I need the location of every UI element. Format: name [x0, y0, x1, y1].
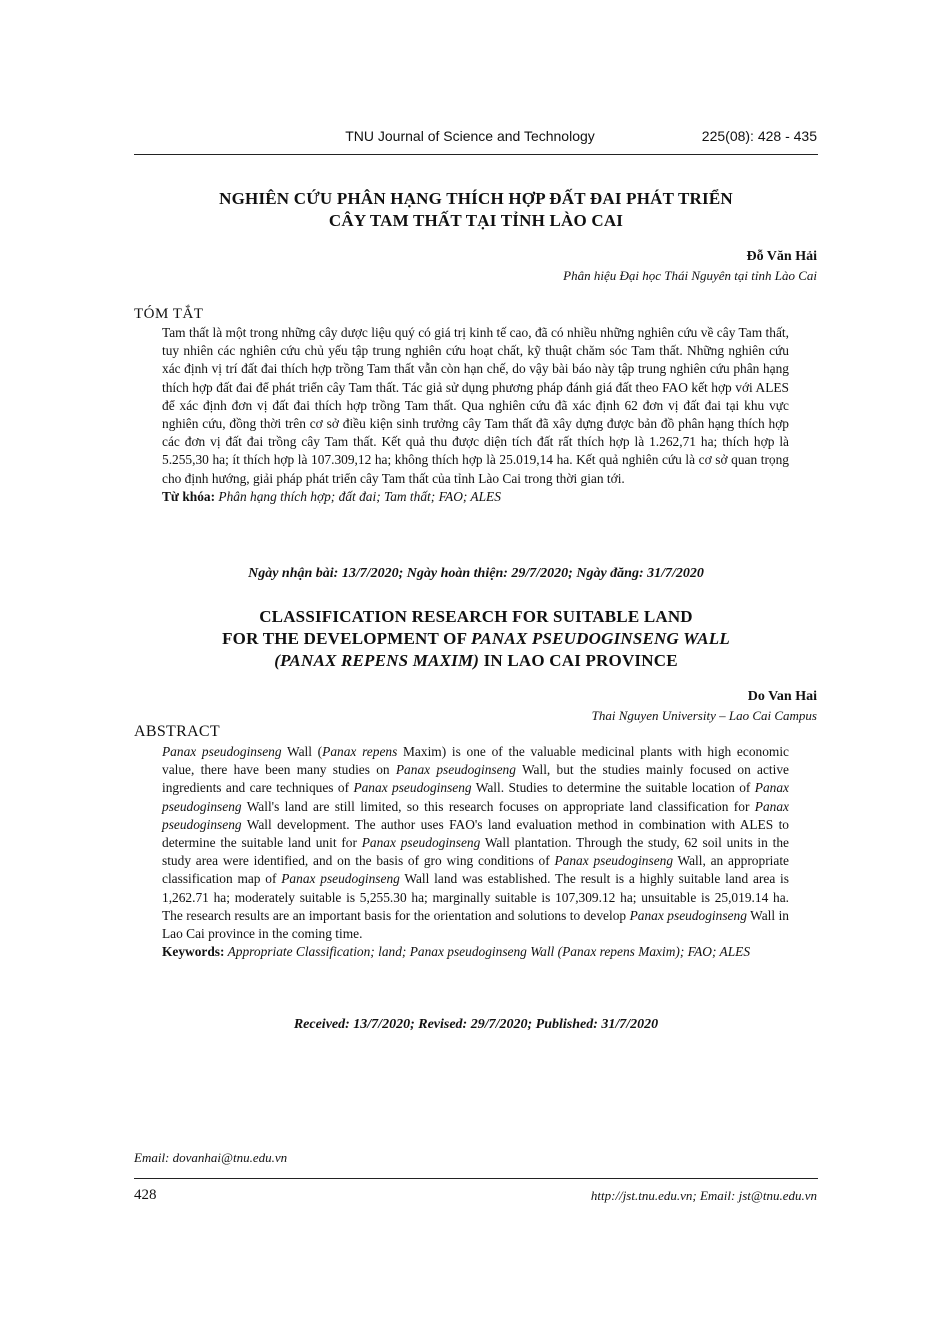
en-keywords-label: Keywords:	[162, 944, 225, 960]
page-number: 428	[134, 1187, 157, 1203]
en-keywords-text: Appropriate Classification; land; Panax pseudoginseng Wall (Panax repens Maxim); FAO; ALES	[224, 944, 751, 960]
header-rule	[134, 154, 818, 155]
en-abstract-text: Panax pseudoginseng Wall (Panax repens Maxim) is one of the valuable medicinal plants with high economic value, there have been many studies on Panax pseudoginseng Wall, but the studies mainly focused on active ingredients and care techniques of Panax pseudoginseng Wall. Studies to determine the suitable location of Panax pseudoginseng Wall's land are still limited, so this research focuses on appropriate land classification for Panax pseudoginseng Wall development. The author uses FAO's land evaluation method in combination with ALES to determine the suitable land unit for Panax pseudoginseng Wall plantation. Through the study, 62 soil units in the study area were identified, and on the basis of gro wing conditions of Panax pseudoginseng Wall, an appropriate classification map of Panax pseudoginseng Wall land was established. The result is a highly suitable land area is 1,262.71 ha; moderately suitable is 5,255.30 ha; marginally suitable is 107,309.12 ha; unsuitable is 25,019.14 ha. The research results are an important basis for the orientation and solutions to develop Panax pseudoginseng Wall in Lao Cai province in the coming time.	[162, 744, 789, 942]
vi-affiliation: Phân hiệu Đại học Thái Nguyên tại tỉnh Lào Cai	[563, 268, 817, 283]
en-title-line-2-species: PANAX PSEUDOGINSENG WALL	[471, 629, 730, 648]
vi-keywords-label: Từ khóa:	[162, 488, 216, 504]
en-author: Do Van Hai	[747, 689, 817, 704]
en-title-line-3-post: IN LAO CAI PROVINCE	[479, 651, 678, 670]
en-title	[134, 606, 818, 672]
en-keywords	[162, 943, 789, 961]
vi-abstract	[162, 324, 789, 506]
vi-section-heading: TÓM TẮT	[134, 306, 204, 322]
en-title-line-1: CLASSIFICATION RESEARCH FOR SUITABLE LAND	[259, 607, 693, 626]
vi-title-line-2: CÂY TAM THẤT TẠI TỈNH LÀO CAI	[328, 211, 624, 230]
en-section-heading: ABSTRACT	[134, 723, 220, 740]
en-dates: Received: 13/7/2020; Revised: 29/7/2020; Published: 31/7/2020	[293, 1017, 659, 1032]
footer-rule	[134, 1178, 818, 1179]
issue-pages: 225(08): 428 - 435	[701, 128, 817, 144]
vi-keywords	[162, 488, 789, 506]
vi-title	[134, 188, 818, 232]
vi-keywords-text: Phân hạng thích hợp; đất đai; Tam thất; FAO; ALES	[215, 488, 501, 504]
author-email: Email: dovanhai@tnu.edu.vn	[134, 1150, 288, 1165]
en-title-line-2	[134, 628, 818, 650]
en-title-line-3	[134, 650, 818, 672]
journal-name: TNU Journal of Science and Technology	[345, 128, 595, 144]
footer-links[interactable]: http://jst.tnu.edu.vn; Email: jst@tnu.edu.vn	[590, 1188, 817, 1203]
en-title-line-3-species: (PANAX REPENS MAXIM)	[274, 651, 480, 670]
en-title-line-2-pre: FOR THE DEVELOPMENT OF	[222, 629, 472, 648]
vi-abstract-text: Tam thất là một trong những cây dược liệu quý có giá trị kinh tế cao, đã có nhiều những nghiên cứu về cây Tam thất, tuy nhiên các nghiên cứu chủ yếu tập trung nghiên cứu hoạt chất, kỹ thuật chăm sóc Tam thất. Những nghiên cứu xác định vị trí đất đai thích hợp trồng Tam thất vẫn còn hạn chế, do vậy bài báo này tập trung nghiên cứu phân hạng thích hợp đất đai để phát triển cây Tam thất. Tác giả sử dụng phương pháp đánh giá đất theo FAO kết hợp với ALES để xác định đơn vị đất đai thích hợp trồng Tam thất. Qua nghiên cứu đã xác định 62 đơn vị đất đai tại khu vực nghiên cứu, đồng thời trên cơ sở điều kiện sinh trưởng cây Tam thất đã xây dựng được bản đồ phân hạng thích hợp các đơn vị đất đai trồng cây Tam thất. Kết quả thu được diện tích đất rất thích hợp là 1.262,71 ha; thích hợp là 5.255,30 ha; ít thích hợp là 107.309,12 ha; không thích hợp là 25.019,14 ha. Kết quả nghiên cứu là cơ sở quan trọng cho định hướng, giải pháp phát triển cây Tam thất của tỉnh Lào Cai trong thời gian tới.	[162, 325, 789, 486]
vi-author: Đỗ Văn Hải	[746, 249, 817, 264]
vi-title-line-1: NGHIÊN CỨU PHÂN HẠNG THÍCH HỢP ĐẤT ĐAI PHÁT TRIỂN	[219, 189, 733, 208]
en-abstract	[162, 743, 789, 961]
vi-dates: Ngày nhận bài: 13/7/2020; Ngày hoàn thiện: 29/7/2020; Ngày đăng: 31/7/2020	[248, 566, 704, 581]
en-affiliation: Thai Nguyen University – Lao Cai Campus	[591, 708, 817, 723]
